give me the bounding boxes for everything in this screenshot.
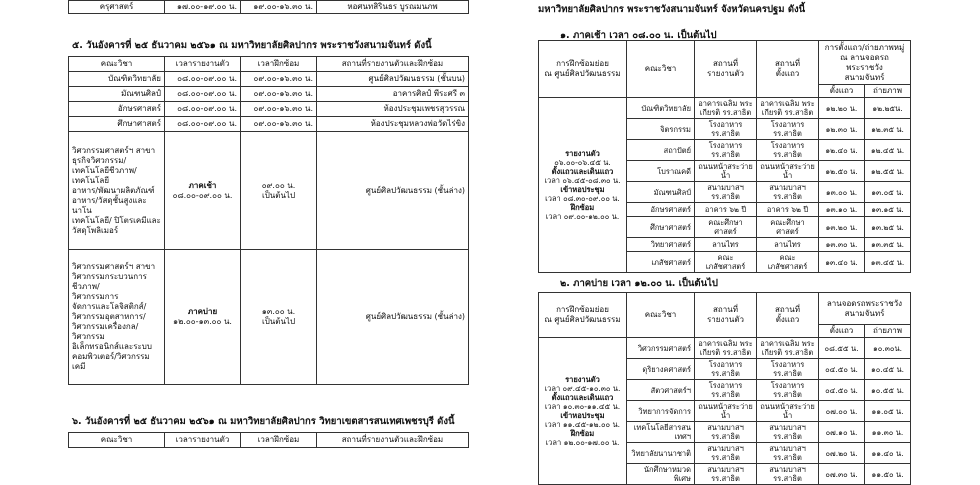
table-cell: สนามบาสฯ รร.สาธิต <box>757 422 819 443</box>
table-cell: อาคารเฉลิม พระเกียรติ รร.สาธิต <box>695 98 757 119</box>
table-cell: อาคารศิลป์ พีระศรี ๓ <box>317 87 469 102</box>
practice-time: ๐๙.๐๐ น. <box>261 180 296 190</box>
table-cell: อาคาร ๖๒ ปี <box>695 203 757 217</box>
table-cell: ๐๗.๓๐ น. <box>819 464 865 485</box>
table-cell: ๐๙.๐๐-๑๖.๓๐ น. <box>241 117 317 132</box>
table-cell: ห้องประชุมหลวงพ่อวัดไร่ขิง <box>317 117 469 132</box>
faculty-line: ธุรกิจวิศวกรรม/ <box>72 155 127 165</box>
table-cell: ถนนหน้าสระว่ายน้ำ <box>757 401 819 422</box>
table-cell: สถาปัตย์ <box>627 140 695 161</box>
practice-time-afternoon <box>241 250 317 385</box>
report-time: ๐๘.๐๐-๐๙.๐๐ น. <box>172 190 233 200</box>
table-cell: ๑๒.๓๕ น. <box>865 119 911 140</box>
table-cell: โบราณคดี <box>627 161 695 182</box>
col-header-photo: ถ่ายภาพ <box>865 85 911 98</box>
part1-heading: ๑. ภาคเช้า เวลา ๐๘.๐๐ น. เป็นต้นไป <box>560 30 717 41</box>
col-header-sub-practice: การฝึกซ้อมย่อย ณ ศูนย์ศิลปวัฒนธรรม <box>539 41 627 98</box>
faculty-line: วิศวกรรมศาสตร์ฯ สาขา <box>72 262 156 271</box>
table-cell: ๐๙.๐๐-๑๖.๓๐ น. <box>241 102 317 117</box>
table-cell: ๐๔.๕๐ น. <box>819 380 865 401</box>
report-time-morning <box>165 132 241 250</box>
table-cell: สนามบาสฯ รร.สาธิต <box>757 182 819 203</box>
table-row-afternoon <box>69 250 469 385</box>
col-header-line: ตั้งแถว <box>819 325 865 338</box>
table-cell: สนามบาสฯ รร.สาธิต <box>695 182 757 203</box>
col-header-photo: ถ่ายภาพ <box>865 325 911 338</box>
table-cell: คณะเภสัชศาสตร์ <box>757 252 819 273</box>
table-cell: สัตวศาสตร์ฯ <box>627 380 695 401</box>
table-cell: โรงอาหาร รร.สาธิต <box>757 380 819 401</box>
faculty-line: จัดการและโลจิสติกส์/ <box>72 302 147 311</box>
table-cell: ๐๗.๒๐ น. <box>819 443 865 464</box>
table-cell: ๑๑.๕๐ น. <box>865 464 911 485</box>
col-header-practice-time: เวลาฝึกซ้อม <box>241 433 317 448</box>
table-cell: สนามบาสฯ รร.สาธิต <box>757 464 819 485</box>
faculty-line: เทคโนโลยีชีวภาพ/เทคโนโลยี <box>72 165 137 185</box>
col-header-line: ตั้งแถว <box>819 85 865 98</box>
faculty-line: วิศวกรรมกระบวนการชีวภาพ/ <box>72 272 147 291</box>
table-cell: ๑๒.๔๐ น. <box>819 140 865 161</box>
table-cell: ๐๘.๐๐-๐๙.๐๐ น. <box>165 102 241 117</box>
practice-time: ๑๓.๐๐ น. <box>261 307 296 316</box>
table-header-row <box>539 41 911 85</box>
table-cell: อาคาร ๖๒ ปี <box>757 203 819 217</box>
col-header-report-time: เวลารายงานตัว <box>165 433 241 448</box>
table-cell: อาคารเฉลิม พระเกียรติ รร.สาธิต <box>695 338 757 359</box>
faculty-line: อิเล็กทรอนิกส์และระบบ <box>72 342 152 351</box>
table-cell: โรงอาหาร รร.สาธิต <box>757 119 819 140</box>
col-header-faculty: คณะวิชา <box>627 41 695 98</box>
schedule-cell: รายงานตัว เวลา ๐๙.๔๕-๑๐.๓๐ น. ตั้งแถวและเดินแถว เวลา ๑๐.๓๐-๑๑.๔๕ น. เข้าหอประชุม เวลา ๑๑.๔๕-๑๒.๐๐ น. ฝึกซ้อม เวลา ๑๒.๐๐-๑๗.๐๐ น. <box>539 338 627 485</box>
table-cell: ๑๙.๐๐-๑๖.๓๐ น. <box>241 1 317 14</box>
section5-heading: ๕. วันอังคารที่ ๒๕ ธันวาคม ๒๕๖๑ ณ มหาวิทยาลัยศิลปากร พระราชวังสนามจันทร์ ดังนี้ <box>72 40 432 51</box>
table-cell: ๑๓.๐๕ น. <box>865 182 911 203</box>
table-cell: ๑๑.๐๕ น. <box>865 401 911 422</box>
faculty-line: วิศวกรรมเครื่องกล/วิศวกรรม <box>72 322 139 341</box>
table-row <box>69 1 469 14</box>
table-cell: ๑๓.๓๐ น. <box>819 238 865 252</box>
section5-table <box>68 56 469 385</box>
table-cell: อาคารเฉลิม พระเกียรติ รร.สาธิต <box>757 98 819 119</box>
table-cell: ๐๘.๐๐-๐๙.๐๐ น. <box>165 117 241 132</box>
table-cell: สนามบาสฯ รร.สาธิต <box>695 443 757 464</box>
right-top-heading: มหาวิทยาลัยศิลปากร พระราชวังสนามจันทร์ จังหวัดนครปฐม ดังนี้ <box>538 4 806 15</box>
practice-time-note: เป็นต้นไป <box>261 190 296 200</box>
table-cell: ๐๘.๕๕ น. <box>819 338 865 359</box>
part2-heading: ๒. ภาคบ่าย เวลา ๑๒.๐๐ น. เป็นต้นไป <box>560 278 718 289</box>
table-row <box>69 72 469 87</box>
col-header-place: สถานที่รายงานตัวและฝึกซ้อม <box>317 433 469 448</box>
schedule-cell: รายงานตัว ๐๖.๐๐-๐๖.๔๕ น. ตั้งแถวและเดินแถว เวลา ๐๖.๔๕-๐๘.๓๐ น. เข้าหอประชุม เวลา ๐๘.๓๐-๐๙.๐๐ น. ฝึกซ้อม เวลา ๐๙.๐๐-๑๒.๐๐ น. <box>539 98 627 273</box>
table-cell: ๑๓.๓๕ น. <box>865 238 911 252</box>
table-cell: โรงอาหาร รร.สาธิต <box>695 140 757 161</box>
table-cell: ๐๗.๐๐ น. <box>819 401 865 422</box>
table-cell: ถนนหน้าสระว่ายน้ำ <box>757 161 819 182</box>
faculty-list-morning <box>69 132 165 250</box>
col-header-place: สถานที่รายงานตัวและฝึกซ้อม <box>317 57 469 72</box>
table-cell: ๑๒.๔๕ น. <box>865 140 911 161</box>
table-cell: ๑๒.๒๕น. <box>865 98 911 119</box>
table-cell: ๐๘.๐๐-๐๙.๐๐ น. <box>165 72 241 87</box>
col-header-report-time: เวลารายงานตัว <box>165 57 241 72</box>
table-cell: อักษรศาสตร์ <box>627 203 695 217</box>
place-afternoon: ศูนย์ศิลปวัฒนธรรม (ชั้นล่าง) <box>317 250 469 385</box>
faculty-line: อาหาร/พัฒนาผลิตภัณฑ์ <box>72 185 155 195</box>
table-cell: เทคโนโลยีสารสนเทศฯ <box>627 422 695 443</box>
table-cell: ๑๒.๓๐ น. <box>819 119 865 140</box>
table-row <box>539 98 911 119</box>
report-time-afternoon <box>165 250 241 385</box>
part2-table <box>538 292 911 485</box>
place-morning: ศูนย์ศิลปวัฒนธรรม (ชั้นล่าง) <box>317 132 469 250</box>
faculty-line: วิศวกรรมการ <box>72 292 119 301</box>
table-cell: โรงอาหาร รร.สาธิต <box>757 359 819 380</box>
section6-heading: ๖. วันอังคารที่ ๒๕ ธันวาคม ๒๕๖๑ ณ มหาวิทยาลัยศิลปากร วิทยาเขตสารสนเทศเพชรบุรี ดังนี้ <box>72 416 455 427</box>
table-cell: ๑๒.๕๕ น. <box>865 161 911 182</box>
table-cell: ศูนย์ศิลปวัฒนธรรม (ชั้นบน) <box>317 72 469 87</box>
top-partial-table <box>68 0 469 14</box>
table-cell: ๑๐.๔๕ น. <box>865 359 911 380</box>
table-cell: นักศึกษาหมวดพิเศษ <box>627 464 695 485</box>
table-cell: ลานไทร <box>757 238 819 252</box>
table-cell: ๐๗.๑๐ น. <box>819 422 865 443</box>
table-cell: โรงอาหาร รร.สาธิต <box>757 140 819 161</box>
table-cell: ศึกษาศาสตร์ <box>69 117 165 132</box>
table-cell: คณะเภสัชศาสตร์ <box>695 252 757 273</box>
table-cell: เภสัชศาสตร์ <box>627 252 695 273</box>
table-cell: ห้องประชุมเพชรสุวรรณ <box>317 102 469 117</box>
table-cell: สนามบาสฯ รร.สาธิต <box>757 443 819 464</box>
table-cell: มัณฑนศิลป์ <box>69 87 165 102</box>
table-cell: คณะศึกษาศาสตร์ <box>695 217 757 238</box>
table-cell: หอศนทสิรินธร บูรณมนภพ <box>317 1 469 14</box>
table-cell: ๑๐.๓๐น. <box>865 338 911 359</box>
faculty-line: วิศวกรรมศาสตร์ฯ สาขา <box>72 145 156 155</box>
faculty-line: อาหาร/วัสดุชั้นสูงและนาโน <box>72 195 147 215</box>
table-cell: ๐๔.๕๐ น. <box>819 359 865 380</box>
col-header-group: ลานจอดรถพระราชวัง สนามจันทร์ <box>819 293 911 325</box>
table-cell: ๑๓.๒๐ น. <box>819 217 865 238</box>
table-cell: ถนนหน้าสระว่ายน้ำ <box>695 401 757 422</box>
col-header-line-place: สถานที่ ตั้งแถว <box>757 41 819 98</box>
table-row <box>539 338 911 359</box>
table-cell: ครุศาสตร์ <box>69 1 165 14</box>
table-cell: ๐๙.๐๐-๑๖.๓๐ น. <box>241 72 317 87</box>
faculty-line: วัสดุโพลิเมอร์ <box>72 225 119 235</box>
table-cell: อักษรศาสตร์ <box>69 102 165 117</box>
col-header-faculty: คณะวิชา <box>69 433 165 448</box>
period-label: ภาคเช้า <box>188 180 217 190</box>
report-time: ๑๒.๐๐-๑๓.๐๐ น. <box>173 317 232 326</box>
col-header-faculty: คณะวิชา <box>627 293 695 338</box>
period-label: ภาคบ่าย <box>187 307 218 316</box>
table-cell: วิทยาลัยนานาชาติ <box>627 443 695 464</box>
faculty-line: เทคโนโลยี/ ปิโตรเคมีและ <box>72 215 161 225</box>
table-header-row <box>539 293 911 325</box>
table-row-morning <box>69 132 469 250</box>
part1-table <box>538 40 911 273</box>
table-cell: ๑๗.๐๐-๑๙.๐๐ น. <box>165 1 241 14</box>
table-cell: โรงอาหาร รร.สาธิต <box>695 119 757 140</box>
table-cell: ๑๒.๕๐ น. <box>819 161 865 182</box>
table-cell: ๑๓.๒๕ น. <box>865 217 911 238</box>
table-cell: ๐๙.๐๐-๑๖.๓๐ น. <box>241 87 317 102</box>
table-cell: วิทยาศาสตร์ <box>627 238 695 252</box>
table-cell: ๑๓.๔๕ น. <box>865 252 911 273</box>
table-cell: โรงอาหาร รร.สาธิต <box>695 359 757 380</box>
table-header-row <box>69 433 469 448</box>
table-cell: สนามบาสฯ รร.สาธิต <box>695 464 757 485</box>
table-cell: ๑๒.๒๐ น. <box>819 98 865 119</box>
table-row <box>69 117 469 132</box>
faculty-list-afternoon <box>69 250 165 385</box>
table-cell: ถนนหน้าสระว่ายน้ำ <box>695 161 757 182</box>
table-cell: จิตรกรรม <box>627 119 695 140</box>
col-header-faculty: คณะวิชา <box>69 57 165 72</box>
table-cell: สนามบาสฯ รร.สาธิต <box>695 422 757 443</box>
col-header-report-place: สถานที่ รายงานตัว <box>695 41 757 98</box>
col-header-group: การตั้งแถว/ถ่ายภาพหมู่ ณ ลานจอดรถพระราชวัง สนามจันทร์ <box>819 41 911 85</box>
table-cell: วิทยาการจัดการ <box>627 401 695 422</box>
table-cell: บัณฑิตวิทยาลัย <box>627 98 695 119</box>
faculty-line: วิศวกรรมอุตสาหการ/ <box>72 312 146 321</box>
table-cell: โรงอาหาร รร.สาธิต <box>695 380 757 401</box>
table-cell: บัณฑิตวิทยาลัย <box>69 72 165 87</box>
practice-time-morning <box>241 132 317 250</box>
table-cell: ๑๐.๕๕ น. <box>865 380 911 401</box>
table-cell: ๑๓.๐๐ น. <box>819 182 865 203</box>
table-cell: ๐๘.๐๐-๐๙.๐๐ น. <box>165 87 241 102</box>
table-cell: ๑๑.๓๐ น. <box>865 422 911 443</box>
table-cell: ดุริยางคศาสตร์ <box>627 359 695 380</box>
table-cell: ศึกษาศาสตร์ <box>627 217 695 238</box>
table-cell: อาคารเฉลิม พระเกียรติ รร.สาธิต <box>757 338 819 359</box>
section6-table <box>68 432 469 448</box>
table-row <box>69 102 469 117</box>
table-cell: ๑๓.๑๐ น. <box>819 203 865 217</box>
table-header-row <box>69 57 469 72</box>
table-cell: ลานไทร <box>695 238 757 252</box>
table-cell: วิศวกรรมศาสตร์ <box>627 338 695 359</box>
table-cell: ๑๑.๔๐ น. <box>865 443 911 464</box>
table-cell: ๑๓.๔๐ น. <box>819 252 865 273</box>
col-header-practice-time: เวลาฝึกซ้อม <box>241 57 317 72</box>
practice-time-note: เป็นต้นไป <box>261 317 296 326</box>
table-cell: มัณฑนศิลป์ <box>627 182 695 203</box>
col-header-sub-practice: การฝึกซ้อมย่อย ณ ศูนย์ศิลปวัฒนธรรม <box>539 293 627 338</box>
table-row <box>69 87 469 102</box>
table-cell: ๑๓.๑๕ น. <box>865 203 911 217</box>
table-cell: คณะศึกษาศาสตร์ <box>757 217 819 238</box>
col-header-report-place: สถานที่ รายงานตัว <box>695 293 757 338</box>
faculty-line: คอมพิวเตอร์/วิศวกรรมเคมี <box>72 352 150 371</box>
col-header-line-place: สถานที่ ตั้งแถว <box>757 293 819 338</box>
